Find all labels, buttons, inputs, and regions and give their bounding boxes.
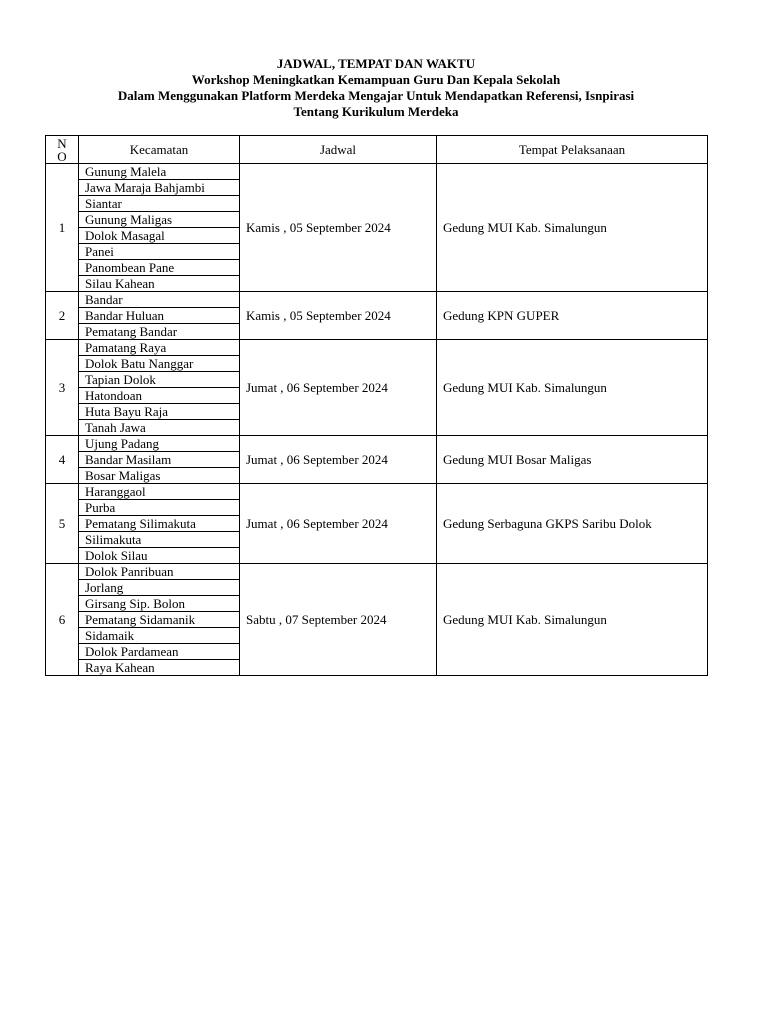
- table-row: [46, 340, 708, 436]
- kecamatan-item: Bosar Maligas: [85, 468, 161, 483]
- kecamatan-item: Silimakuta: [79, 532, 239, 548]
- header-jadwal: Jadwal: [240, 136, 437, 164]
- kecamatan-list: [79, 340, 240, 436]
- title-line-1: JADWAL, TEMPAT DAN WAKTU: [276, 56, 476, 71]
- kecamatan-item: Gunung Malela: [79, 164, 239, 180]
- title-line-3: Dalam Menggunakan Platform Merdeka Mengajar Untuk Mendapatkan Referensi, Isnpirasi: [117, 88, 635, 103]
- title-line-2: Workshop Meningkatkan Kemampuan Guru Dan Kepala Sekolah: [191, 72, 561, 87]
- kecamatan-list: [79, 164, 240, 292]
- row-number: 5: [46, 484, 79, 564]
- kecamatan-item: Sidamaik: [79, 628, 239, 644]
- kecamatan-item: Tanah Jawa: [85, 420, 146, 435]
- table-row: [46, 436, 708, 484]
- table-header-row: [46, 136, 708, 164]
- kecamatan-item: Tapian Dolok: [79, 372, 239, 388]
- jadwal-cell: Jumat , 06 September 2024: [240, 436, 437, 484]
- row-number: 4: [46, 436, 79, 484]
- kecamatan-item: Haranggaol: [79, 484, 239, 500]
- kecamatan-list: [79, 484, 240, 564]
- kecamatan-item: Dolok Batu Nanggar: [79, 356, 239, 372]
- header-no-line1: N: [57, 135, 67, 151]
- tempat-cell: Gedung MUI Kab. Simalungun: [437, 564, 708, 676]
- kecamatan-item: Siantar: [79, 196, 239, 212]
- kecamatan-item: Panombean Pane: [79, 260, 239, 276]
- title-line-4: Tentang Kurikulum Merdeka: [293, 104, 459, 119]
- header-no-line2: O: [57, 148, 67, 164]
- kecamatan-item: Pematang Sidamanik: [79, 612, 239, 628]
- table-row: [46, 292, 708, 340]
- kecamatan-item: Pematang Bandar: [85, 324, 178, 339]
- kecamatan-item: Raya Kahean: [85, 660, 155, 675]
- table-row: [46, 484, 708, 564]
- kecamatan-item: Dolok Panribuan: [79, 564, 239, 580]
- header-tempat: Tempat Pelaksanaan: [437, 136, 708, 164]
- jadwal-cell: Jumat , 06 September 2024: [240, 484, 437, 564]
- row-number: 1: [46, 164, 79, 292]
- kecamatan-item: Bandar: [79, 292, 239, 308]
- kecamatan-item: Bandar Masilam: [79, 452, 239, 468]
- kecamatan-item: Girsang Sip. Bolon: [79, 596, 239, 612]
- tempat-cell: Gedung Serbaguna GKPS Saribu Dolok: [437, 484, 708, 564]
- kecamatan-item: Pematang Silimakuta: [79, 516, 239, 532]
- kecamatan-item: Gunung Maligas: [79, 212, 239, 228]
- kecamatan-item: Bandar Huluan: [79, 308, 239, 324]
- kecamatan-item: Purba: [79, 500, 239, 516]
- kecamatan-list: [79, 564, 240, 676]
- row-number: 6: [46, 564, 79, 676]
- tempat-cell: Gedung KPN GUPER: [437, 292, 708, 340]
- kecamatan-item: Dolok Pardamean: [79, 644, 239, 660]
- header-no: [46, 136, 79, 164]
- table-row: [46, 164, 708, 292]
- tempat-cell: Gedung MUI Kab. Simalungun: [437, 164, 708, 292]
- schedule-table: [45, 135, 708, 676]
- kecamatan-item: Dolok Silau: [85, 548, 148, 563]
- kecamatan-list: [79, 436, 240, 484]
- kecamatan-list: [79, 292, 240, 340]
- jadwal-cell: Sabtu , 07 September 2024: [240, 564, 437, 676]
- kecamatan-item: Dolok Masagal: [79, 228, 239, 244]
- kecamatan-item: Huta Bayu Raja: [79, 404, 239, 420]
- tempat-cell: Gedung MUI Bosar Maligas: [437, 436, 708, 484]
- table-row: [46, 564, 708, 676]
- kecamatan-item: Panei: [79, 244, 239, 260]
- row-number: 2: [46, 292, 79, 340]
- jadwal-cell: Jumat , 06 September 2024: [240, 340, 437, 436]
- header-kecamatan: Kecamatan: [79, 136, 240, 164]
- row-number: 3: [46, 340, 79, 436]
- jadwal-cell: Kamis , 05 September 2024: [240, 164, 437, 292]
- kecamatan-item: Ujung Padang: [79, 436, 239, 452]
- kecamatan-item: Pamatang Raya: [79, 340, 239, 356]
- kecamatan-item: Hatondoan: [79, 388, 239, 404]
- jadwal-cell: Kamis , 05 September 2024: [240, 292, 437, 340]
- document-title: [0, 56, 752, 120]
- kecamatan-item: Jorlang: [79, 580, 239, 596]
- tempat-cell: Gedung MUI Kab. Simalungun: [437, 340, 708, 436]
- kecamatan-item: Jawa Maraja Bahjambi: [79, 180, 239, 196]
- kecamatan-item: Silau Kahean: [85, 276, 155, 291]
